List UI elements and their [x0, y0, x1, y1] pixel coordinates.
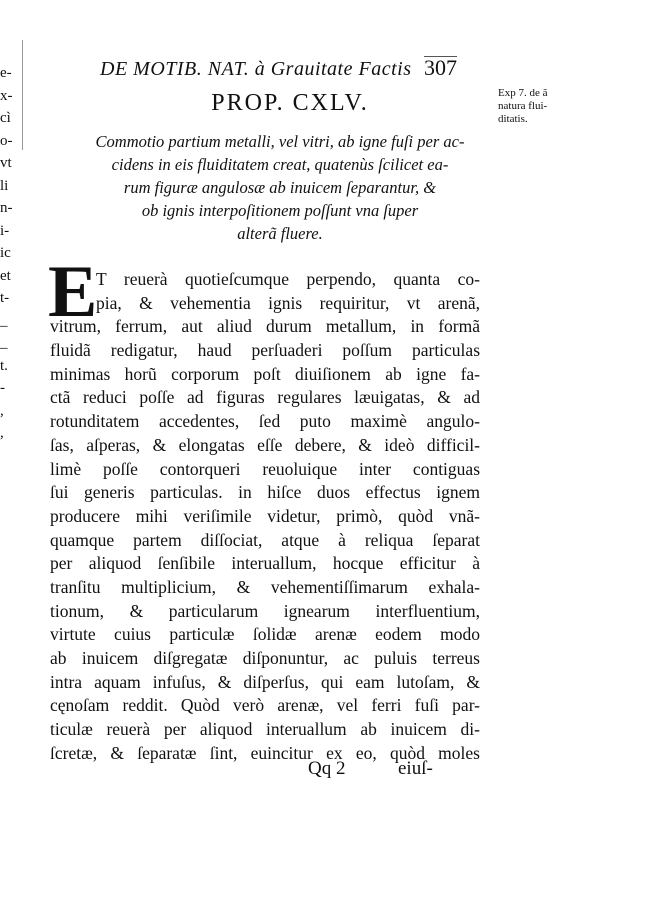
summary-line: ob ignis interpoſitionem poſſunt vna ſuper [141, 201, 419, 220]
edge-fragment: t. [0, 357, 8, 374]
page-gutter-line [22, 40, 23, 150]
summary-line: alterã fluere. [237, 224, 323, 243]
proposition-title: PROP. CXLV. [211, 90, 369, 116]
text-line: ticulæ reuerà per aliquod interuallum ab inuicem di- [50, 719, 480, 740]
margin-note [498, 87, 578, 126]
text-line: intra aquam infuſus, & diſperſus, qui eam lutoſam, & [50, 671, 480, 692]
body-text [50, 268, 480, 765]
proposition-summary [70, 130, 490, 245]
text-line: producere mihi veriſimile videtur, primò, quòd vnã- [50, 505, 480, 526]
text-line: tionum, & particularum ignearum interfluentium, [50, 600, 480, 621]
text-line: cęnoſam reddit. Quòd verò arenæ, vel ferri fuſi par- [50, 695, 480, 716]
edge-fragment: o- [0, 132, 13, 149]
margin-note-line: ditatis. [498, 113, 528, 125]
margin-note-line: natura flui- [498, 100, 548, 112]
catchword: eiuſ- [398, 758, 433, 779]
edge-fragment: _ [0, 335, 8, 351]
edge-fragment: - [0, 380, 5, 396]
edge-fragment: x- [0, 87, 13, 104]
text-line: ctã reduci poſſe ad figuras regulares læuigatas, & ad [50, 387, 480, 408]
running-title: DE MOTIB. NAT. à Grauitate Factis [100, 58, 412, 80]
text-line: tranſitu multiplicium, & vehementiſſimarum exhala- [50, 576, 480, 597]
page-number: 307 [424, 55, 457, 80]
edge-fragment: _ [0, 312, 8, 329]
edge-fragment: cì [0, 110, 11, 126]
edge-fragment: et [0, 267, 11, 284]
text-line: limè poſſe contorqueri reuoluique inter contiguas [50, 458, 480, 479]
running-header [100, 55, 470, 81]
text-line: ſcretæ, & ſeparatæ ſint, euincitur ex eo, quòd moles [50, 742, 480, 763]
edge-fragment: ic [0, 245, 11, 261]
text-line: quamque partem diſſociat, atque à reliqua ſeparat [50, 529, 480, 550]
signature-mark: Qq 2 [308, 758, 346, 779]
text-line: T reuerà quotieſcumque perpendo, quanta co- [96, 269, 480, 289]
text-line: pia, & vehementia ignis requiritur, vt arenã, [96, 292, 480, 313]
edge-fragment: n- [0, 200, 13, 216]
text-line: minimas horũ corporum poſt diuiſionem ab igne fa- [50, 363, 480, 384]
text-line: rotunditatem accedentes, ſed puto maximè angulo- [50, 411, 480, 432]
edge-fragment: , [0, 402, 4, 419]
text-line: vitrum, ferrum, aut aliud durum metallum, in formã [50, 316, 480, 337]
text-line: ſui generis particulas. in hiſce duos effectus ignem [50, 482, 480, 503]
text-line: per aliquod ſenſibile interuallum, hocque efficitur à [50, 553, 480, 574]
edge-fragment: t- [0, 290, 10, 306]
edge-fragment: li [0, 177, 9, 194]
previous-page-edge [0, 62, 20, 445]
drop-cap: E [48, 251, 98, 333]
edge-fragment: vt [0, 155, 12, 171]
summary-line: rum figuræ angulosæ ab inuicem ſeparantur, & [123, 178, 437, 197]
text-line: ſas, aſperas, & elongatas eſſe debere, & ideò difficil- [50, 434, 480, 455]
summary-line: Commotio partium metalli, vel vitri, ab igne fuſi per ac- [95, 132, 465, 151]
edge-fragment: i- [0, 222, 10, 239]
text-line: virtute cuius particulæ ſolidæ arenæ eodem modo [50, 624, 480, 645]
edge-fragment: e- [0, 65, 12, 81]
margin-note-line: Exp 7. de ã [498, 87, 548, 99]
text-line: fluidã redigatur, haud perſuaderi poſſum particulas [50, 340, 480, 361]
text-line: ab inuicem diſgregatæ diſponuntur, ac puluis terreus [50, 648, 480, 668]
summary-line: cidens in eis fluiditatem creat, quatenùs ſcilicet ea- [111, 155, 449, 174]
edge-fragment: , [0, 425, 4, 441]
